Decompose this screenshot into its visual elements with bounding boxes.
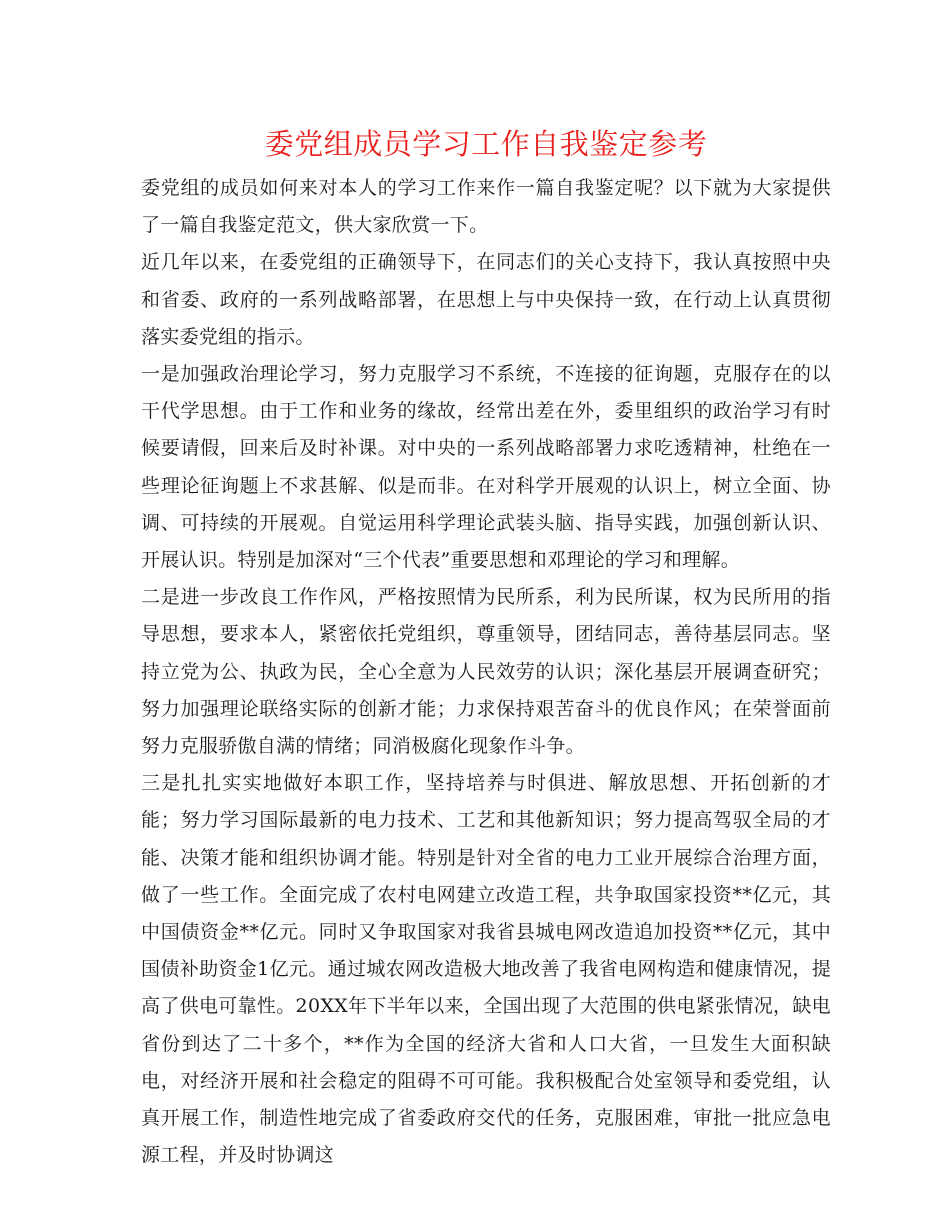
intro-paragraph: 委党组的成员如何来对本人的学习工作来作一篇自我鉴定呢？以下就为大家提供了一篇自我鉴定范文，供大家欣赏一下。 [141,177,831,237]
background-paragraph: 近几年以来，在委党组的正确领导下，在同志们的关心支持下，我认真按照中央和省委、政府的一系列战略部署，在思想上与中央保持一致，在行动上认真贯彻落实委党组的指示。 [141,251,831,348]
point-three-paragraph: 三是扎扎实实地做好本职工作，坚持培养与时俱进、解放思想、开拓创新的才能；努力学习国际最新的电力技术、工艺和其他新知识；努力提高驾驭全局的才能、决策才能和组织协调才能。特别是针对全省的电力工业开展综合治理方面，做了一些工作。全面完成了农村电网建立改造工程，共争取国家投资**亿元，其中国债资金**亿元。同时又争取国家对我省县城电网改造追加投资**亿元，其中国债补助资金1亿元。通过城农网改造极大地改善了我省电网构造和健康情况，提高了供电可靠性。20XX年下半年以来，全国出现了大范围的供电紧张情况，缺电省份到达了二十多个，**作为全国的经济大省和人口大省，一旦发生大面积缺电，对经济开展和社会稳定的阻碍不可可能。我积极配合处室领导和委党组，认真开展工作，制造性地完成了省委政府交代的任务，克服困难，审批一批应急电源工程，并及时协调这 [141,772,831,1167]
document-title: 委党组成员学习工作自我鉴定参考 [264,127,708,161]
point-one-paragraph: 一是加强政治理论学习，努力克服学习不系统，不连接的征询题，克服存在的以干代学思想。由于工作和业务的缘故，经常出差在外，委里组织的政治学习有时候要请假，回来后及时补课。对中央的一系列战略部署力求吃透精神，杜绝在一些理论征询题上不求甚解、似是而非。在对科学开展观的认识上，树立全面、协调、可持续的开展观。自觉运用科学理论武装头脑、指导实践，加强创新认识、开展认识。特别是加深对“三个代表”重要思想和邓理论的学习和理解。 [141,363,831,572]
point-two-paragraph: 二是进一步改良工作作风，严格按照情为民所系，利为民所谋，权为民所用的指导思想，要求本人，紧密依托党组织，尊重领导，团结同志，善待基层同志。坚持立党为公、执政为民，全心全意为人民效劳的认识；深化基层开展调查研究；努力加强理论联络实际的创新才能；力求保持艰苦奋斗的优良作风；在荣誉面前努力克服骄傲自满的情绪；同消极腐化现象作斗争。 [141,586,831,758]
document-page [141,118,831,1174]
